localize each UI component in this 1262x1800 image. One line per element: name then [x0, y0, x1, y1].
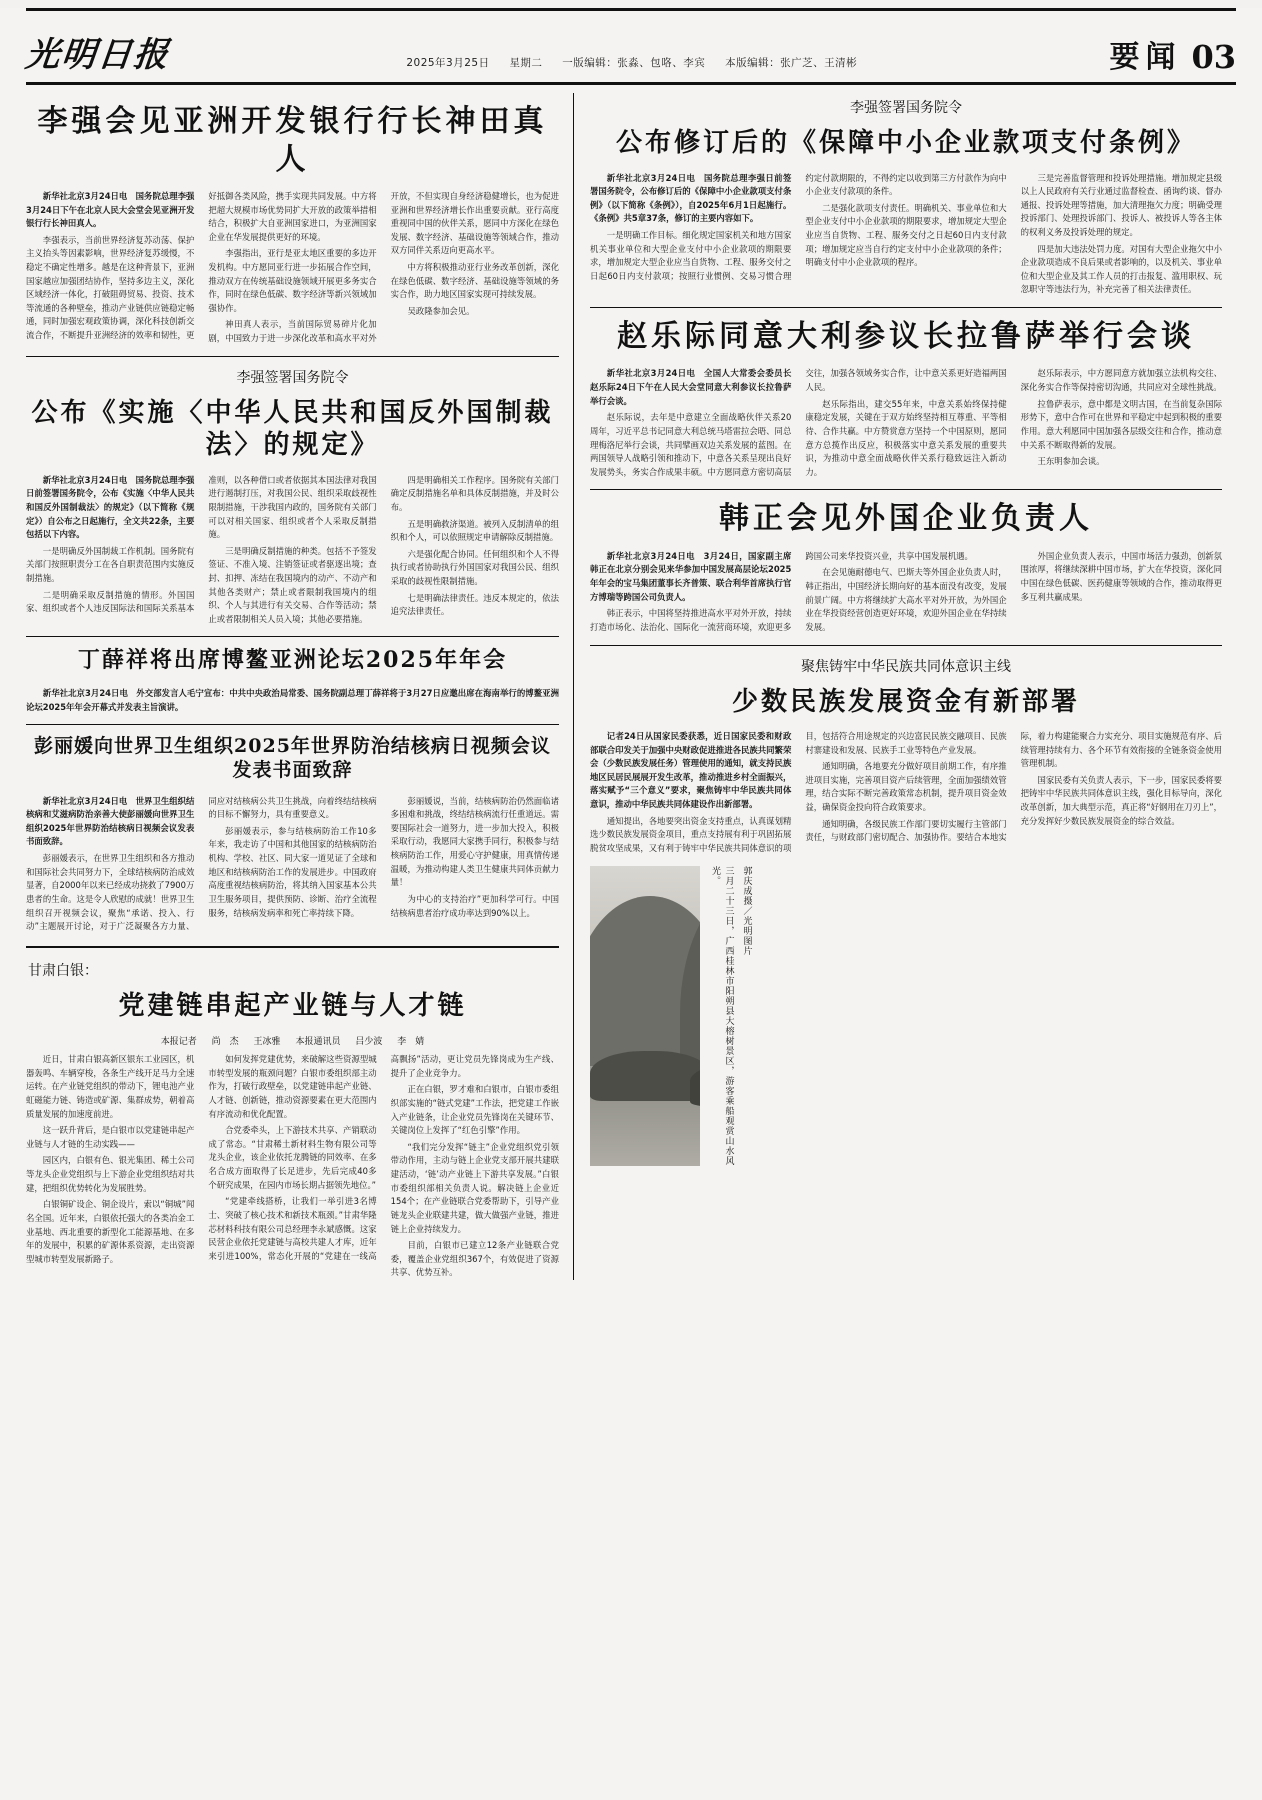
photo-caption-group	[708, 866, 1223, 1166]
paragraph: 彭丽媛说，当前，结核病防治仍然面临诸多困难和挑战，终结结核病流行任重道远。需要国际社会一道努力，进一步加大投入，积极采取行动，我愿同大家携手同行，积极参与结核病防治工作，用爱心守护健康，用真情传递温暖，为推动构建人类卫生健康共同体贡献力量！	[390, 795, 559, 888]
article-ding-xuexiang-boao	[26, 647, 559, 714]
paragraph: 通知明确，各地要充分做好项目前期工作，有序推进项目实施，完善项目资产后续管理，全面加强绩效管理，结合实际不断完善政策常态机制，提升项目资金效益，确保资金投向符合政策要求。	[805, 761, 1007, 813]
masthead	[23, 21, 1236, 85]
paragraph: 拉鲁萨表示，意中都是文明古国，在当前复杂国际形势下，意中合作可在世界和平稳定中起到积极的重要作用。意大利愿同中国加强各层级交往和合作，推动意中关系不断取得新的发展。	[1020, 398, 1222, 450]
article-sme-payment-regulation	[590, 97, 1222, 297]
kicker: 李强签署国务院令	[236, 369, 349, 386]
byline-author: 李 婧	[397, 1037, 425, 1048]
paragraph: 赵乐际表示，中方愿同意方就加强立法机构交往、深化务实合作等保持密切沟通，共同应对全球性挑战。	[1020, 368, 1222, 393]
paragraph: 在会见施耐德电气、巴斯夫等外国企业负责人时，韩正指出，中国经济长期向好的基本面没有改变，发展前景广阔。中方将继续扩大高水平对外开放，为外国企业在华投资经营创造更好环境，欢迎外国企业在华持续发展。	[805, 567, 1007, 632]
headline: 李强会见亚洲开发银行行长神田真人	[37, 104, 548, 177]
paragraph: 李强表示，当前世界经济复苏动荡、保护主义抬头等因素影响，世界经济复苏缓慢，不稳定不确定性增多。越是在这种背景下，亚洲国家越应加强团结协作，坚持多边主义，深化区域经济一体化，打破阻碍贸易、投资、技术等流通的各种壁垒，推动产业链供应链稳定畅通，同时加强宏观政策协调，深化科技创新交流合作，不断提升亚洲经济的效率和韧性，更好抵御各类风险，携手实现共同发展。中方将把超大规模市场优势同扩大开放的政策举措相结合，积极扩大自亚洲国家进口，为亚洲国家企业在华发展提供更好的环境。	[26, 191, 377, 341]
page-number: 03	[1191, 38, 1236, 76]
article-body	[26, 795, 559, 934]
paragraph: 七是明确法律责任。违反本规定的，依法追究法律责任。	[390, 592, 559, 617]
article-body	[590, 730, 1222, 855]
newspaper-page	[0, 8, 1262, 1800]
paragraph: 近日，甘肃白银高新区银东工业园区，机器轰鸣、车辆穿梭，各条生产线开足马力全速运转。在产业链党组织的带动下，锂电池产业虹磁能力链、铸造或矿源、集群成势，朝着高质量发展的加速度前进。	[26, 1054, 195, 1119]
paragraph: 赵乐际说，去年是中意建立全面战略伙伴关系20周年，习近平总书记同意大利总统马塔雷拉会晤、同总理梅洛尼举行会谈，共同擘画双边关系发展的蓝图。在两国领导人战略引领和推动下，中意各关系呈现出良好发展势头，务实合作成果丰硕。中方愿同意方密切高层交往，加强各领域务实合作，让中意关系更好造福两国人民。	[590, 368, 1007, 477]
paragraph: 目前，白银市已建立12条产业链联合党委，覆盖企业党组织367个，有效促进了资源共享、优势互补。	[390, 1240, 559, 1278]
paragraph: 彭丽媛表示，参与结核病防治工作10多年来，我走访了中国和其他国家的结核病防治机构、学校、社区、同大家一道见证了全球和地区和结核病防治工作的发展进步。中国政府高度重视结核病防治，将其纳入国家基本公共卫生服务项目，提供预防、诊断、治疗全流程服务，结核病发病率和死亡率持续下降。	[208, 825, 377, 918]
byline-author: 王冰雅	[253, 1037, 281, 1048]
issue-date: 2025年3月25日	[406, 57, 490, 69]
article-zhao-leji-italy	[590, 318, 1222, 479]
paragraph: 新华社北京3月24日电 3月24日，国家副主席韩正在北京分别会见来华参加中国发展高层论坛2025年年会的宝马集团董事长齐普策、联合利华首席执行官方博瑞等跨国公司负责人。	[590, 550, 792, 602]
headline: 彭丽媛向世界卫生组织2025年世界防治结核病日视频会议发表书面致辞	[34, 735, 551, 781]
kicker: 李强签署国务院令	[850, 100, 962, 116]
paragraph: 新华社北京3月24日电 外交部发言人毛宁宣布：中共中央政治局常委、国务院副总理丁薛祥将于3月27日应邀出席在海南举行的博鳌亚洲论坛2025年年会开幕式并发表主旨演讲。	[26, 687, 559, 712]
article-li-qiang-adb	[26, 103, 559, 346]
paragraph: 国家民委有关负责人表示，下一步，国家民委将要把铸牢中华民族共同体意识主线，强化目标导向，深化改革创新，加大典型示范，真正将“好钢用在刀刃上”，充分发挥好少数民族发展资金的综合效益。	[1020, 774, 1222, 826]
byline-author: 尚 杰	[211, 1037, 239, 1048]
paragraph: 韩正表示，中国将坚持推进高水平对外开放，持续打造市场化、法治化、国际化一流营商环境，欢迎更多跨国公司来华投资兴业，共享中国发展机遇。	[590, 550, 973, 632]
section-title: 要闻	[1109, 40, 1182, 75]
article-minority-development-funds	[590, 656, 1222, 856]
masthead-section	[1109, 32, 1236, 76]
divider	[26, 946, 559, 948]
paragraph: 新华社北京3月24日电 全国人大常委会委员长赵乐际24日下午在人民大会堂同意大利参议长拉鲁萨举行会谈。	[590, 368, 792, 406]
article-body	[26, 190, 559, 346]
landscape-photo	[590, 866, 700, 1166]
paragraph: 通知明确，各级民族工作部门要切实履行主管部门责任，与财政部门密切配合、加强协作。要结合本地实际，着力构建能聚合力实充分、项目实施规范有序、后续管理持续有力、各个环节有效衔接的全链条资金使用管理机制。	[805, 731, 1222, 843]
kicker: 聚焦铸牢中华民族共同体意识主线	[801, 658, 1011, 675]
headline: 党建链串起产业链与人才链	[118, 990, 467, 1021]
divider	[26, 356, 559, 357]
paragraph: 中方将积极推动亚行业务改革创新，深化在绿色低碳、数字经济、基础设施等领域的务实合作，助力地区国家实现可持续发展。	[390, 262, 559, 300]
byline-label: 本报通讯员	[295, 1037, 341, 1048]
paragraph: 李强指出，亚行是亚太地区重要的多边开发机构。中方愿同亚行进一步拓展合作空间，推动双方在传统基础设施领域开展更多务实合作，同时在绿色低碳、数字经济等新兴领域加强协作。	[208, 248, 377, 313]
paragraph: 四是明确相关工作程序。国务院有关部门确定反制措施名单和具体反制措施，并及时公布。	[390, 474, 559, 512]
paragraph: 二是强化款项支付责任。明确机关、事业单位和大型企业支付中小企业款项的期限要求，增加规定大型企业应当自货物、工程、服务交付之日起60日内支付款项；增加规定应当自行约定支付中小企业款项的条件；明确支付中小企业款项的程序。	[805, 202, 1007, 268]
editors-front: 一版编辑：张淼、包咯、李宾	[562, 57, 706, 69]
paragraph: 二是明确采取反制措施的情形。外国国家、组织或者个人违反国际法和国际关系基本准则，以各种借口或者依据其本国法律对我国进行遏制打压，对我国公民、组织采取歧视性限制措施，干涉我国内政的，国务院有关部门可以对相关国家、组织或者个人采取反制措施。	[26, 474, 377, 614]
newspaper-logo: 光明日报	[23, 35, 172, 75]
paragraph: 六是强化配合协同。任何组织和个人不得执行或者协助执行外国国家对我国公民、组织采取的歧视性限制措施。	[390, 548, 559, 586]
paragraph: 通知提出，各地要突出资金支持重点，认真谋划精选少数民族发展资金项目，重点支持展有利于巩固拓展脱贫攻坚成果，又有利于铸牢中华民族共同体意识的项目，包括符合用途规定的兴边富民民族交融项目、民族村寨建设和发展、民族手工业等特色产业发展。	[590, 731, 1007, 853]
article-body	[26, 474, 559, 627]
divider	[590, 307, 1222, 308]
photo-block	[590, 866, 1222, 1166]
paragraph: 五是明确救济渠道。被列入反制清单的组织和个人，可以依照规定申请解除反制措施。	[390, 518, 559, 543]
issue-weekday: 星期二	[509, 57, 543, 69]
byline	[26, 1034, 559, 1047]
paragraph: 彭丽媛表示，在世界卫生组织和各方推动和国际社会共同努力下，全球结核病防治成效显著，自2000年以来已经成功挠救了7900万患者的生命。这是令人欣慰的成就！世界卫生组织召开视频会议，聚焦“承诺、投入、行动”主题展开讨论，对于广泛凝聚各方力量、同应对结核病公共卫生挑战，向着终结结核病的目标不懈努力，具有重要意义。	[26, 795, 377, 932]
paragraph: 四是加大违法处罚力度。对国有大型企业拖欠中小企业款项造成不良后果或者影响的，以及机关、事业单位和大型企业及其工作人员的打击报复、滥用职权、玩忽职守等违法行为，补充完善了相关法律责任。	[1020, 243, 1222, 295]
paragraph: 为中心的支持治疗”更加科学可行。中国结核病患者治疗成功率达到90%以上。	[390, 893, 559, 918]
paragraph: 一是明确工作目标。细化规定国家机关和地方国家机关事业单位和大型企业支付中小企业款项的期限要求，增加规定大型企业应当自货物、工程、服务交付之日起60日内支付款项；按照行业惯例、交易习惯合理约定付款期限的，不得约定以收到第三方付款作为向中小企业支付款项的条件。	[590, 172, 1007, 281]
paragraph: 新华社北京3月24日电 国务院总理李强日前签署国务院令，公布修订后的《保障中小企业款项支付条例》（以下简称《条例》），自2025年6月1日起施行。《条例》共5章37条，修订的主要内容如下。	[590, 172, 792, 224]
headline: 公布《实施〈中华人民共和国反外国制裁法〉的规定》	[31, 397, 554, 461]
byline-label: 本报记者	[160, 1037, 197, 1048]
article-body	[590, 367, 1222, 479]
paragraph: “党建牵线搭桥，让我们一举引进3名博士、突破了核心技术和新技术瓶颈。”甘肃华隆芯材料科技有限公司总经理李永斌感慨。这家民营企业依托党建链与高校共建人才库，近年来引进100%，常态化开展的“党建在一线高高飘扬”活动，更让党员先锋岗成为生产线、提升了企业竞争力。	[208, 1054, 559, 1261]
paragraph: 神田真人表示，当前国际贸易碎片化加剧，中国致力于进一步深化改革和高水平对外开放，不但实现自身经济稳健增长，也为促进亚洲和世界经济增长作出重要贡献。亚行高度重视同中国的伙伴关系，愿同中方深化在绿色发展、数字经济、基础设施等领域合作，推动双方同伴关系迈向更高水平。	[208, 191, 559, 344]
left-column	[26, 93, 574, 1280]
article-body	[590, 550, 1222, 635]
headline: 韩正会见外国企业负责人	[719, 501, 1093, 537]
paragraph: 白银铜矿设企、铜企设片，索以“铜城”闻名全国。近年来，白银依托强大的各类冶金工业基地、西北重要的新型化工能源基地、在多年的发展中，积累的矿源体系资源，走出资源型城市转型发展新路子。	[26, 1199, 195, 1264]
top-rule	[26, 8, 1236, 21]
paragraph: 三是完善监督管理和投诉处理措施。增加规定县级以上人民政府有关行业通过监督检查、函询约谈、督办通报、投诉处理等措施，加大清理拖欠力度；明确受理投诉部门、处理投诉部门、投诉人、被投诉人等各主体的权利义务及投诉处理的规定。	[1020, 172, 1222, 237]
paragraph: 外国企业负责人表示，中国市场活力强劲，创新氛围浓厚，将继续深耕中国市场，扩大在华投资，深化同中国在绿色低碳、医药健康等领域的合作，推动取得更多互利共赢成果。	[1020, 550, 1222, 602]
headline: 公布修订后的《保障中小企业款项支付条例》	[615, 128, 1196, 158]
paragraph: 赵乐际指出，建交55年来，中意关系始终保持健康稳定发展，关键在于双方始终坚持相互尊重、平等相待、合作共赢。中方赞赏意方坚持一个中国原则，愿同意方总揽作出反应，积极落实中意关系发展的重要共识，为推动中意全面战略伙伴关系行稳致远注入新动力。	[805, 398, 1007, 477]
article-han-zheng-foreign-executives	[590, 500, 1222, 634]
article-anti-sanctions-regulation	[26, 367, 559, 627]
headline: 丁薛祥将出席博鳌亚洲论坛2025年年会	[77, 647, 508, 674]
paragraph: 合党委牵头，上下游技术共享、产销联动成了常态。“甘肃稀土新材料生物有限公司等龙头企业，该企业依托龙腾链的同效率、在多名合成方面取得了长足进步，先后完成40多个研究成果，在园内市场长期占据领先地位。”	[208, 1125, 377, 1190]
paragraph: 如何发挥党建优势，来破解这些资源型城市转型发展的瓶颈问题？白银市委组织部主动作为，打破行政壁垒，以党建链串起产业链、人才链、创新链，推动资源要素在更大范围内有序流动和优化配置。	[208, 1054, 377, 1119]
page-columns	[26, 93, 1236, 1280]
paragraph: 园区内，白银有色、银光集团、稀土公司等龙头企业党组织与上下游企业党组织结对共建，把组织优势转化为发展胜势。	[26, 1155, 195, 1193]
right-column	[574, 93, 1222, 1280]
paragraph: 记者24日从国家民委获悉，近日国家民委和财政部联合印发关于加强中央财政促进推进各民族共同繁荣会（少数民族发展任务）管理使用的通知，就支持民族地区民居民展展开发生改革，推动推进乡村全面振兴，落实赋予“三个意义”要求，聚焦铸牢中华民族共同体意识，推动中华民族共同体建设作出新部署。	[590, 731, 792, 810]
headline: 少数民族发展资金有新部署	[731, 686, 1080, 717]
photo-foliage	[590, 1051, 700, 1101]
paragraph: 吴政隆参加会见。	[407, 305, 475, 316]
paragraph: “我们完分发挥“链主”企业党组织党引领带动作用，主动与链上企业党支部开展共建联建活动，‘链’动产业链上下游共享发展。”白银市委组织部相关负责人说。解决链上企业近154个；在产业链联合党委帮助下，引导产业链龙头企业联建共建，做大做强产业链，推进链上企业持续发力。	[390, 1141, 559, 1234]
byline-author: 吕少波	[355, 1037, 383, 1048]
article-peng-liyuan-tb-day	[26, 735, 559, 934]
divider	[590, 489, 1222, 490]
photo-caption: 三月二十三日，广西桂林市阳朔县大榕树景区，游客乘船观赏山水风光。	[710, 865, 734, 1166]
shoulder-title: 甘肃白银：	[28, 962, 98, 979]
paragraph: 王东明参加会谈。	[1037, 456, 1105, 467]
divider	[26, 636, 559, 637]
divider	[590, 645, 1222, 646]
paragraph: 新华社北京3月24日电 国务院总理李强日前签署国务院令，公布《实施〈中华人民共和国反外国制裁法〉的规定》（以下简称《规定》）自公布之日起施行，全文共22条，主要包括以下内容。	[26, 474, 195, 540]
paragraph: 这一跃升背后，是白银市以党建链串起产业链与人才链的生动实践——	[26, 1125, 195, 1149]
paragraph: 三是明确反制措施的种类。包括不予签发签证、不准入境、注销签证或者驱逐出境；查封、扣押、冻结在我国境内的动产、不动产和其他各类财产；禁止或者限制我国境内的组织、个人与其进行有关交易、合作等活动；禁止或者限制相关人员入境；其他必要措施。	[208, 545, 377, 624]
article-body	[26, 687, 559, 714]
paragraph: 新华社北京3月24日电 世界卫生组织结核病和艾滋病防治亲善大使彭丽媛向世界卫生组织2025年世界防治结核病日视频会议发表书面致辞。	[26, 795, 195, 847]
paragraph: 正在白银，罗才难和白银市，白银市委组织部实施的“链式党建”工作法，把党建工作嵌入产业链条，让企业党员先锋岗在关键环节、关键岗位上发挥了“红色引擎”作用。	[390, 1084, 559, 1136]
divider	[26, 724, 559, 725]
paragraph: 一是明确反外国制裁工作机制。国务院有关部门按照职责分工在各自职责范围内实施反制措施。	[26, 545, 195, 583]
photo-credit: 郭庆成摄／光明图片	[741, 865, 752, 956]
headline: 赵乐际同意大利参议长拉鲁萨举行会谈	[617, 318, 1195, 354]
editors-page: 本版编辑：张广芝、王清彬	[725, 57, 858, 69]
paragraph: 新华社北京3月24日电 国务院总理李强3月24日下午在北京人民大会堂会见亚洲开发银行行长神田真人。	[26, 191, 195, 229]
article-baiyin-party-building	[26, 960, 559, 1280]
article-body	[26, 1053, 559, 1280]
article-body	[590, 172, 1222, 297]
masthead-info	[406, 55, 873, 76]
